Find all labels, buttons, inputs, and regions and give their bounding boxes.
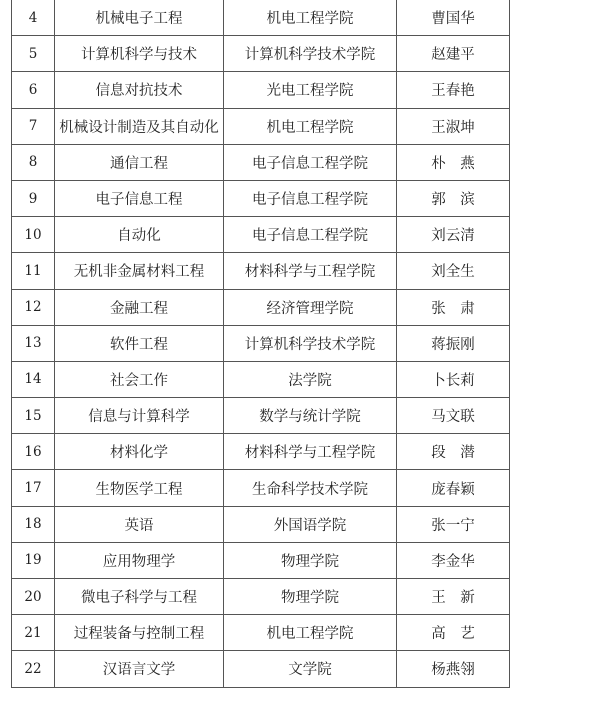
person-cell: 马文联 [397, 398, 510, 434]
person-cell: 赵建平 [397, 36, 510, 72]
major-cell: 微电子科学与工程 [55, 579, 224, 615]
college-cell: 法学院 [224, 361, 397, 397]
person-cell: 张 肃 [397, 289, 510, 325]
college-cell: 物理学院 [224, 542, 397, 578]
college-cell: 电子信息工程学院 [224, 180, 397, 216]
row-number-cell: 4 [12, 0, 55, 36]
person-cell: 王 新 [397, 579, 510, 615]
table-row [12, 470, 510, 506]
major-cell: 社会工作 [55, 361, 224, 397]
major-cell: 信息对抗技术 [55, 72, 224, 108]
college-cell: 光电工程学院 [224, 72, 397, 108]
table-row [12, 217, 510, 253]
table-row [12, 289, 510, 325]
person-cell: 朴 燕 [397, 144, 510, 180]
row-number-cell: 15 [12, 398, 55, 434]
row-number-cell: 13 [12, 325, 55, 361]
table-row [12, 542, 510, 578]
row-number-cell: 9 [12, 180, 55, 216]
major-cell: 机械设计制造及其自动化 [55, 108, 224, 144]
person-cell: 郭 滨 [397, 180, 510, 216]
college-cell: 材料科学与工程学院 [224, 253, 397, 289]
major-cell: 软件工程 [55, 325, 224, 361]
person-cell: 杨燕翎 [397, 651, 510, 687]
college-cell: 外国语学院 [224, 506, 397, 542]
row-number-cell: 19 [12, 542, 55, 578]
person-cell: 王淑坤 [397, 108, 510, 144]
major-cell: 自动化 [55, 217, 224, 253]
row-number-cell: 18 [12, 506, 55, 542]
table-row [12, 144, 510, 180]
row-number-cell: 22 [12, 651, 55, 687]
major-cell: 过程装备与控制工程 [55, 615, 224, 651]
college-cell: 机电工程学院 [224, 0, 397, 36]
row-number-cell: 12 [12, 289, 55, 325]
major-cell: 通信工程 [55, 144, 224, 180]
major-cell: 无机非金属材料工程 [55, 253, 224, 289]
row-number-cell: 11 [12, 253, 55, 289]
major-cell: 电子信息工程 [55, 180, 224, 216]
person-cell: 高 艺 [397, 615, 510, 651]
table-row [12, 180, 510, 216]
college-cell: 生命科学技术学院 [224, 470, 397, 506]
person-cell: 庞春颖 [397, 470, 510, 506]
college-cell: 电子信息工程学院 [224, 217, 397, 253]
college-cell: 材料科学与工程学院 [224, 434, 397, 470]
major-cell: 应用物理学 [55, 542, 224, 578]
person-cell: 张一宁 [397, 506, 510, 542]
table-row [12, 0, 510, 36]
row-number-cell: 17 [12, 470, 55, 506]
table-row [12, 579, 510, 615]
row-number-cell: 16 [12, 434, 55, 470]
majors-table [11, 0, 510, 688]
major-cell: 机械电子工程 [55, 0, 224, 36]
major-cell: 计算机科学与技术 [55, 36, 224, 72]
table-row [12, 253, 510, 289]
college-cell: 经济管理学院 [224, 289, 397, 325]
table-row [12, 36, 510, 72]
person-cell: 刘全生 [397, 253, 510, 289]
major-cell: 汉语言文学 [55, 651, 224, 687]
college-cell: 计算机科学技术学院 [224, 36, 397, 72]
table-row [12, 108, 510, 144]
college-cell: 机电工程学院 [224, 108, 397, 144]
major-cell: 材料化学 [55, 434, 224, 470]
row-number-cell: 8 [12, 144, 55, 180]
major-cell: 英语 [55, 506, 224, 542]
table-row [12, 506, 510, 542]
table-row [12, 434, 510, 470]
college-cell: 文学院 [224, 651, 397, 687]
major-cell: 金融工程 [55, 289, 224, 325]
row-number-cell: 6 [12, 72, 55, 108]
college-cell: 电子信息工程学院 [224, 144, 397, 180]
college-cell: 物理学院 [224, 579, 397, 615]
table-row [12, 615, 510, 651]
major-cell: 生物医学工程 [55, 470, 224, 506]
row-number-cell: 10 [12, 217, 55, 253]
person-cell: 李金华 [397, 542, 510, 578]
person-cell: 段 潜 [397, 434, 510, 470]
table-row [12, 325, 510, 361]
person-cell: 卜长莉 [397, 361, 510, 397]
row-number-cell: 5 [12, 36, 55, 72]
major-cell: 信息与计算科学 [55, 398, 224, 434]
college-cell: 计算机科学技术学院 [224, 325, 397, 361]
table-row [12, 72, 510, 108]
row-number-cell: 21 [12, 615, 55, 651]
table-row [12, 361, 510, 397]
person-cell: 曹国华 [397, 0, 510, 36]
person-cell: 王春艳 [397, 72, 510, 108]
table-row [12, 651, 510, 687]
college-cell: 机电工程学院 [224, 615, 397, 651]
row-number-cell: 7 [12, 108, 55, 144]
person-cell: 蒋振刚 [397, 325, 510, 361]
person-cell: 刘云清 [397, 217, 510, 253]
college-cell: 数学与统计学院 [224, 398, 397, 434]
table-body [12, 0, 510, 687]
row-number-cell: 14 [12, 361, 55, 397]
row-number-cell: 20 [12, 579, 55, 615]
table-row [12, 398, 510, 434]
